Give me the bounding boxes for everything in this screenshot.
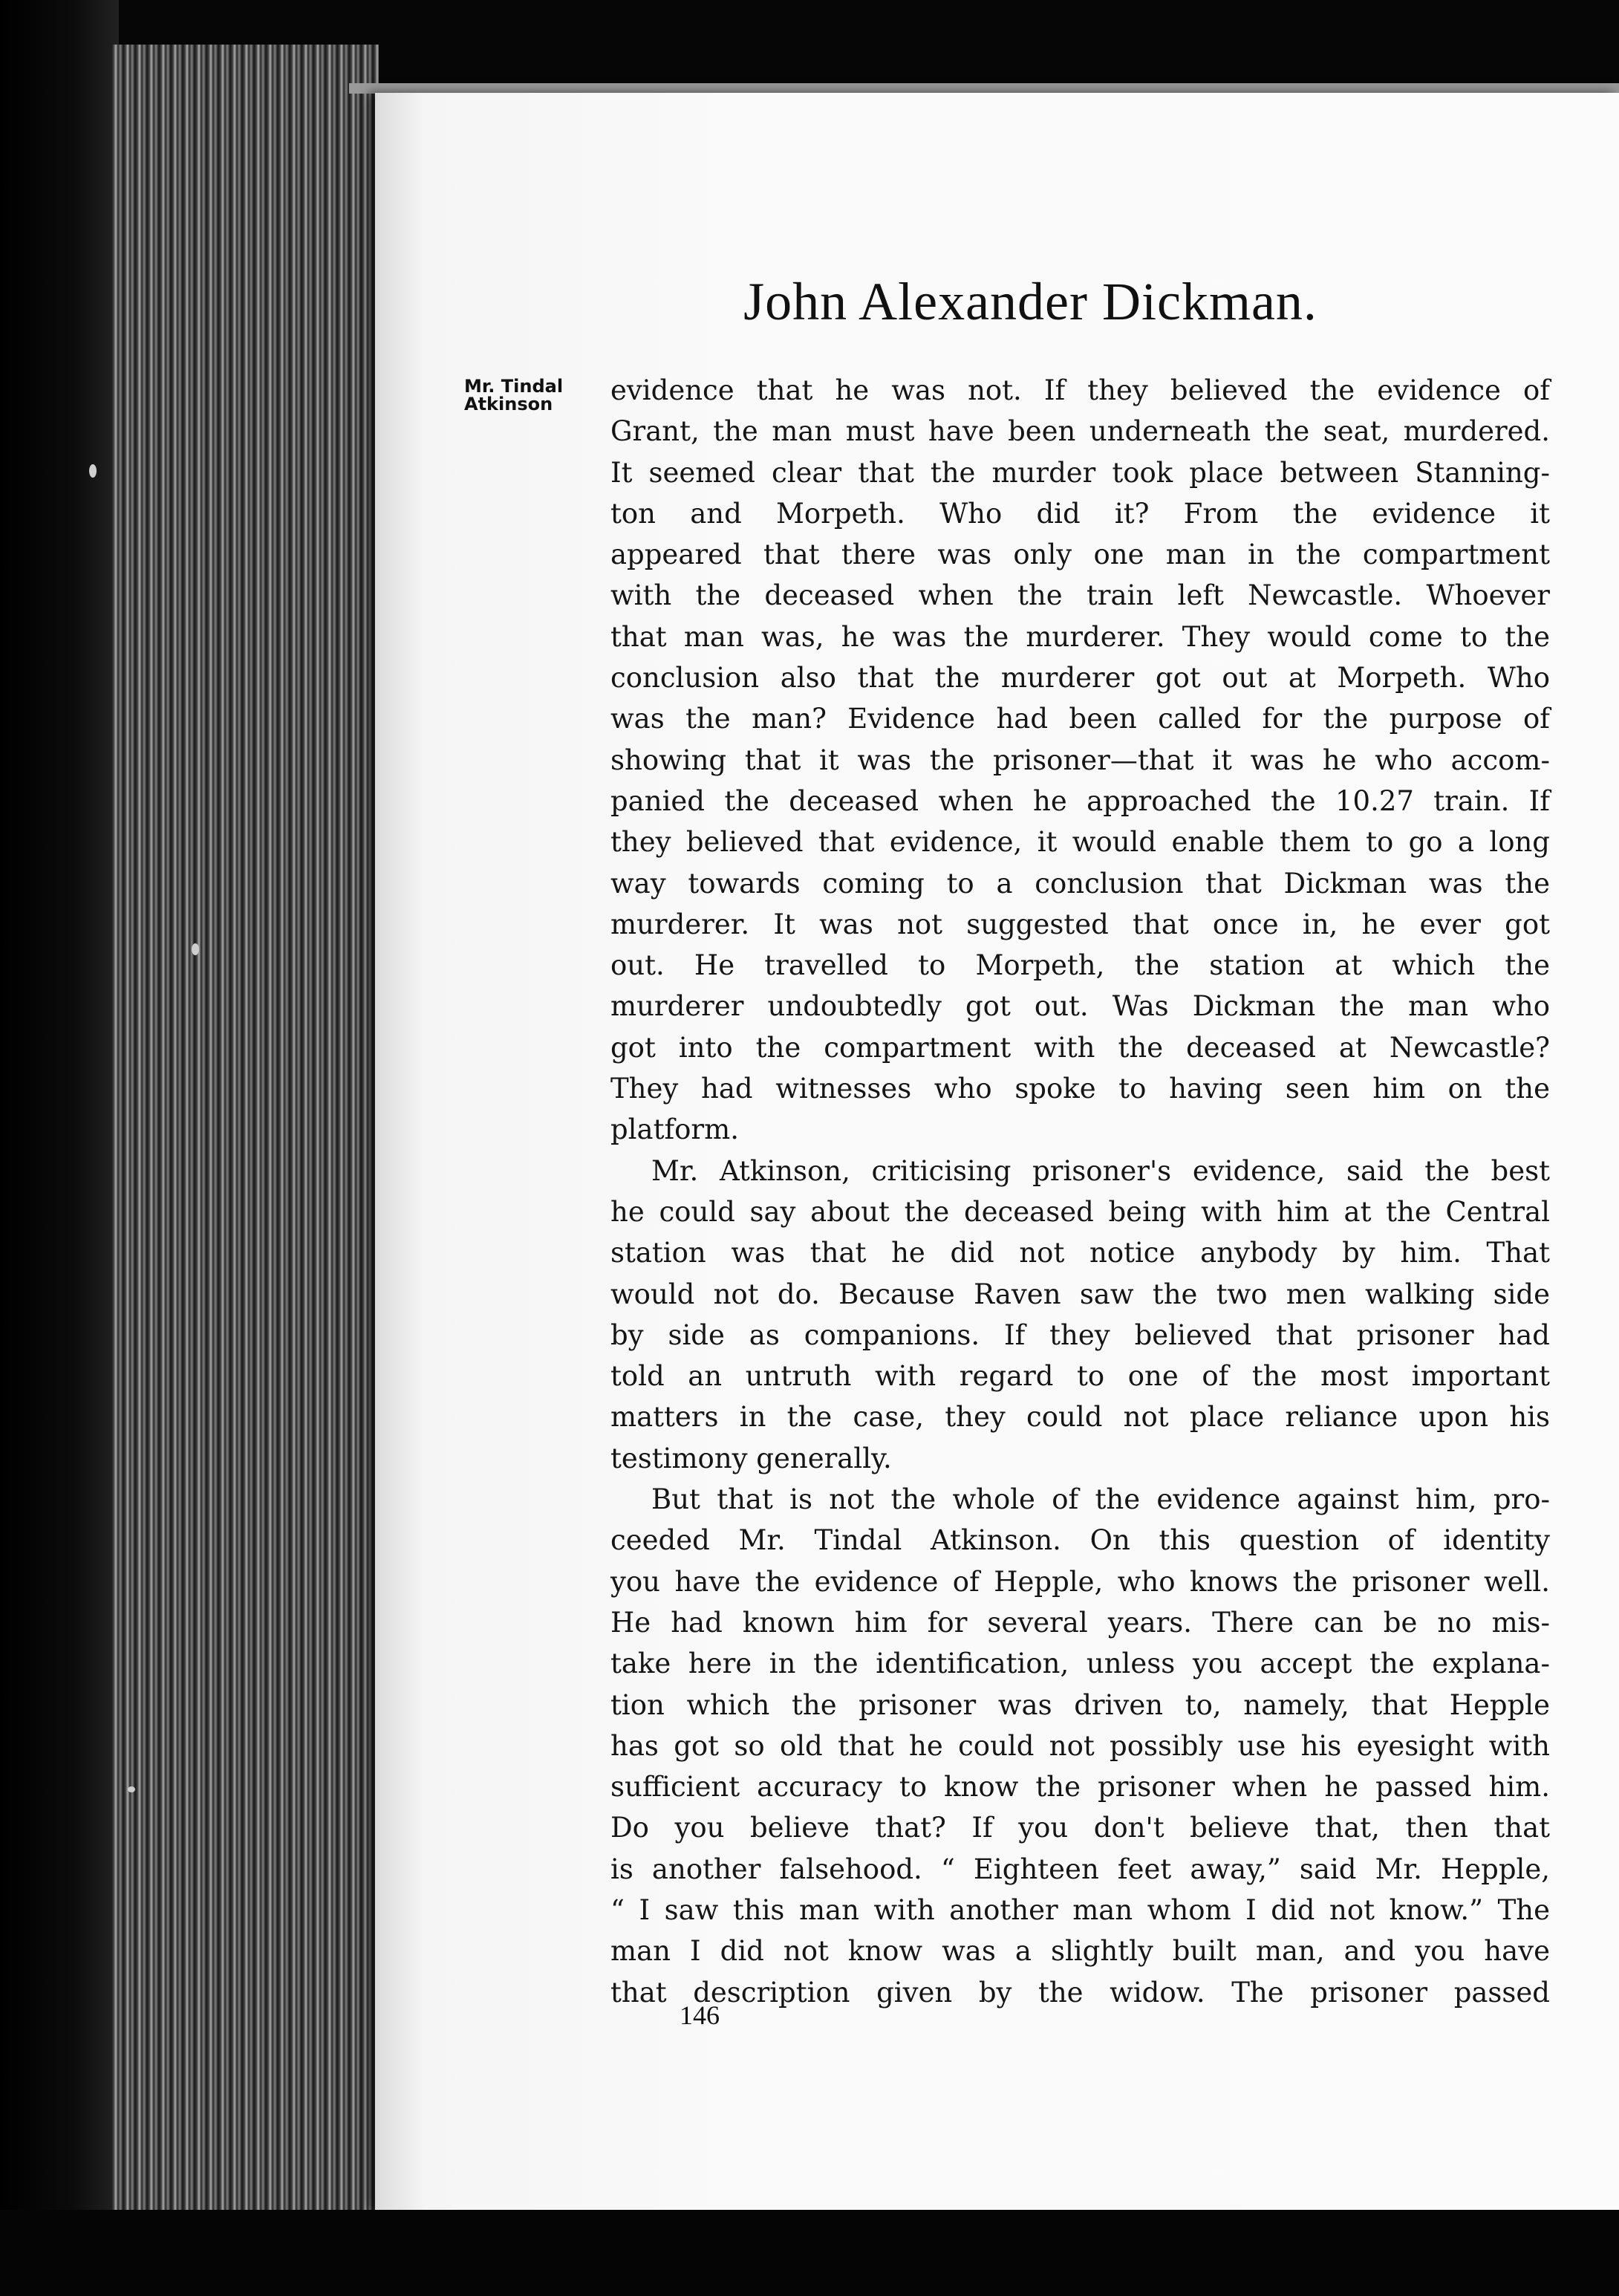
text-line: out. He travelled to Morpeth, the station at which the — [610, 949, 1550, 982]
text-line: Grant, the man must have been underneath the seat, murdered. — [610, 415, 1550, 448]
margin-note-line: Atkinson — [464, 394, 553, 414]
text-line: But that is not the whole of the evidence against him, pro- — [651, 1483, 1550, 1516]
scan-speck — [89, 464, 97, 478]
book-binding-shadow — [0, 0, 119, 2296]
text-line: that description given by the widow. The prisoner passed — [610, 1976, 1550, 2009]
text-line: murderer undoubtedly got out. Was Dickman the man who — [610, 990, 1550, 1023]
text-line: that man was, he was the murderer. They would come to the — [610, 620, 1550, 653]
text-line: would not do. Because Raven saw the two men walking side — [610, 1278, 1550, 1310]
text-line: They had witnesses who spoke to having seen him on the — [610, 1073, 1550, 1105]
text-line: It seemed clear that the murder took place between Stanning- — [610, 456, 1550, 489]
text-line: man I did not know was a slightly built man, and you have — [610, 1935, 1550, 1968]
page-number: 146 — [680, 2000, 720, 2030]
text-line: evidence that he was not. If they believed the evidence of — [610, 374, 1550, 406]
text-line: Mr. Atkinson, criticising prisoner's evidence, said the best — [651, 1154, 1550, 1187]
text-line: by side as companions. If they believed that prisoner had — [610, 1318, 1550, 1351]
text-line: got into the compartment with the deceased at Newcastle? — [610, 1031, 1550, 1064]
text-line: sufficient accuracy to know the prisoner when he passed him. — [610, 1771, 1550, 1804]
page-top-edge — [349, 83, 1619, 94]
page-title: John Alexander Dickman. — [743, 272, 1317, 331]
text-line: tion which the prisoner was driven to, namely, that Hepple — [610, 1688, 1550, 1721]
text-line: he could say about the deceased being with him at the Central — [610, 1195, 1550, 1228]
text-line: showing that it was the prisoner—that it was he who accom- — [610, 744, 1550, 776]
text-line: they believed that evidence, it would enable them to go a long — [610, 826, 1550, 859]
text-line: take here in the identification, unless you accept the explana- — [610, 1648, 1550, 1680]
text-line: testimony generally. — [610, 1442, 892, 1474]
text-line: conclusion also that the murderer got out at Morpeth. Who — [610, 662, 1550, 695]
margin-note — [464, 377, 605, 413]
text-line: has got so old that he could not possibly use his eyesight with — [610, 1729, 1550, 1762]
text-line: with the deceased when the train left Newcastle. Whoever — [610, 579, 1550, 612]
text-line: ceeded Mr. Tindal Atkinson. On this question of identity — [610, 1524, 1550, 1557]
text-line: station was that he did not notice anybody by him. That — [610, 1237, 1550, 1269]
text-line: you have the evidence of Hepple, who knows the prisoner well. — [610, 1565, 1550, 1598]
margin-note-line: Mr. Tindal — [464, 376, 564, 397]
text-line: Do you believe that? If you don't believe that, then that — [610, 1812, 1550, 1844]
stacked-page-edges — [111, 45, 379, 2236]
text-line: was the man? Evidence had been called for the purpose of — [610, 703, 1550, 735]
text-line: matters in the case, they could not place reliance upon his — [610, 1401, 1550, 1434]
text-line: appeared that there was only one man in the compartment — [610, 539, 1550, 571]
text-line: He had known him for several years. There can be no mis- — [610, 1606, 1550, 1639]
text-line: panied the deceased when he approached the 10.27 train. If — [610, 784, 1550, 817]
body-text — [610, 370, 1550, 2013]
text-line: platform. — [610, 1113, 739, 1146]
scan-background-bottom — [0, 2210, 1619, 2296]
text-line: “ I saw this man with another man whom I did not know.” The — [610, 1893, 1550, 1926]
text-line: ton and Morpeth. Who did it? From the evidence it — [610, 497, 1550, 530]
text-line: way towards coming to a conclusion that Dickman was the — [610, 867, 1550, 900]
text-line: told an untruth with regard to one of the most important — [610, 1360, 1550, 1393]
scan-speck — [128, 1786, 135, 1792]
text-line: is another falsehood. “ Eighteen feet away,” said Mr. Hepple, — [610, 1853, 1550, 1885]
text-line: murderer. It was not suggested that once in, he ever got — [610, 908, 1550, 940]
scan-speck — [192, 943, 199, 955]
